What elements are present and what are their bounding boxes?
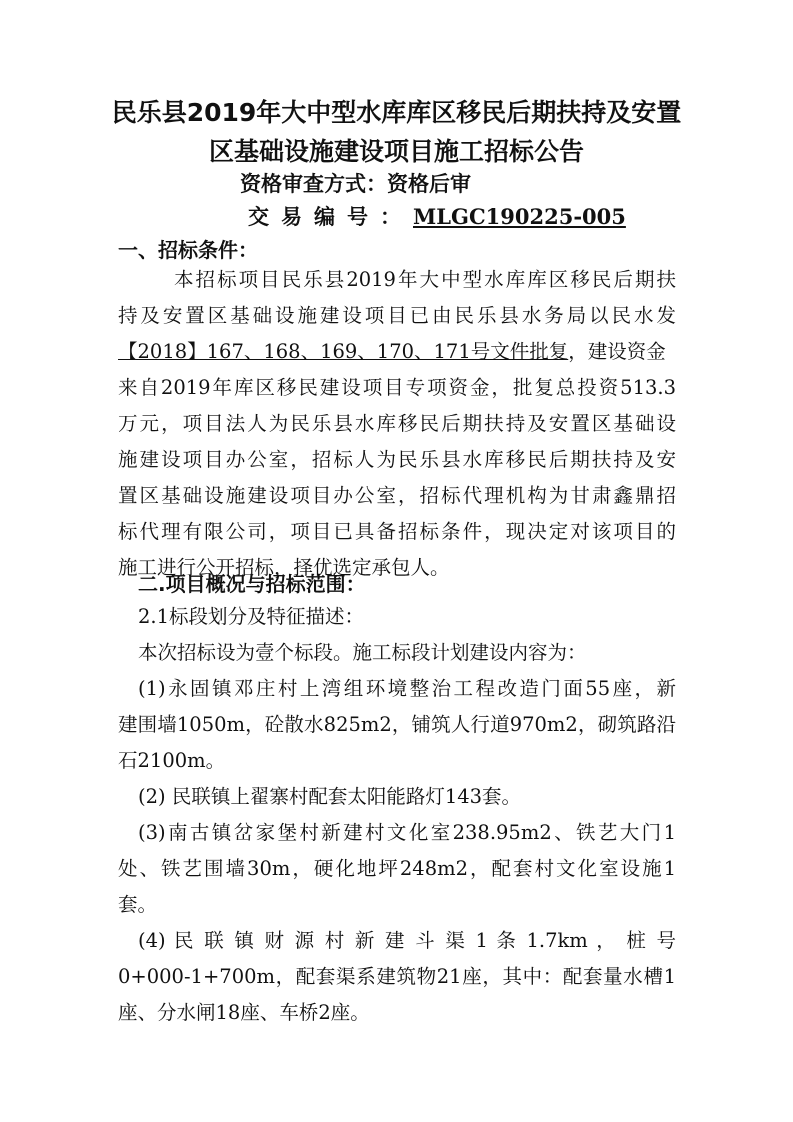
section-1-line <box>118 339 676 365</box>
item-3-line: (3)南古镇岔家堡村新建村文化室238.95m2、铁艺大门1 <box>138 821 676 844</box>
section-1-line: 标代理有限公司，项目已具备招标条件，现决定对该项目的 <box>118 520 676 543</box>
document-title-line-1: 民乐县2019年大中型水库库区移民后期扶持及安置 <box>111 98 682 127</box>
section-1-line: 持及安置区基础设施建设项目已由民乐县水务局以民水发 <box>118 304 676 327</box>
item-4-line: 0+000-1+700m，配套渠系建筑物21座，其中：配套量水槽1 <box>118 965 676 988</box>
section-1-heading: 一、招标条件： <box>118 238 258 262</box>
section-2-heading: 二.项目概况与招标范围： <box>138 572 366 596</box>
item-3-line: 套。 <box>118 893 158 916</box>
item-1-line: 建围墙1050m，砼散水825m2，铺筑人行道970m2，砌筑路沿 <box>118 713 676 736</box>
item-4-line: 座、分水闸18座、车桥2座。 <box>118 1001 370 1024</box>
section-1-line-tail: ，建设资金 <box>568 340 666 363</box>
section-1-line: 来自2019年库区移民建设项目专项资金，批复总投资513.3 <box>118 376 676 399</box>
trade-number-label: 交易编号： <box>248 205 413 229</box>
approval-doc-ref: 【2018】167、168、169、170、171号文件批复 <box>118 340 569 363</box>
document-title-line-2: 区基础设施建设项目施工招标公告 <box>208 137 584 166</box>
section-2-subheading: 2.1标段划分及特征描述： <box>138 605 365 628</box>
trade-number <box>248 204 626 230</box>
trade-number-value: MLGC190225-005 <box>413 204 626 229</box>
section-1-line: 本招标项目民乐县2019年大中型水库库区移民后期扶 <box>174 268 676 291</box>
item-4-line: (4) 民 联 镇 财 源 村 新 建 斗 渠 1 条 1.7km ， 桩 号 <box>138 929 676 952</box>
section-1-line: 万元，项目法人为民乐县水库移民后期扶持及安置区基础设 <box>118 412 676 435</box>
section-1-line: 施工进行公开招标，择优选定承包人。 <box>118 556 450 579</box>
item-3-line: 处、铁艺围墙30m，硬化地坪248m2，配套村文化室设施1 <box>118 857 676 880</box>
section-2-intro: 本次招标设为壹个标段。施工标段计划建设内容为： <box>138 641 587 664</box>
section-1-line: 置区基础设施建设项目办公室，招标代理机构为甘肃鑫鼎招 <box>118 484 676 507</box>
review-method: 资格审查方式：资格后审 <box>240 172 471 196</box>
item-2-line: (2) 民联镇上翟寨村配套太阳能路灯143套。 <box>138 785 522 808</box>
item-1-line: (1)永固镇邓庄村上湾组环境整治工程改造门面55座，新 <box>138 677 676 700</box>
item-1-line: 石2100m。 <box>118 749 226 772</box>
section-1-line: 施建设项目办公室，招标人为民乐县水库移民后期扶持及安 <box>118 448 676 471</box>
